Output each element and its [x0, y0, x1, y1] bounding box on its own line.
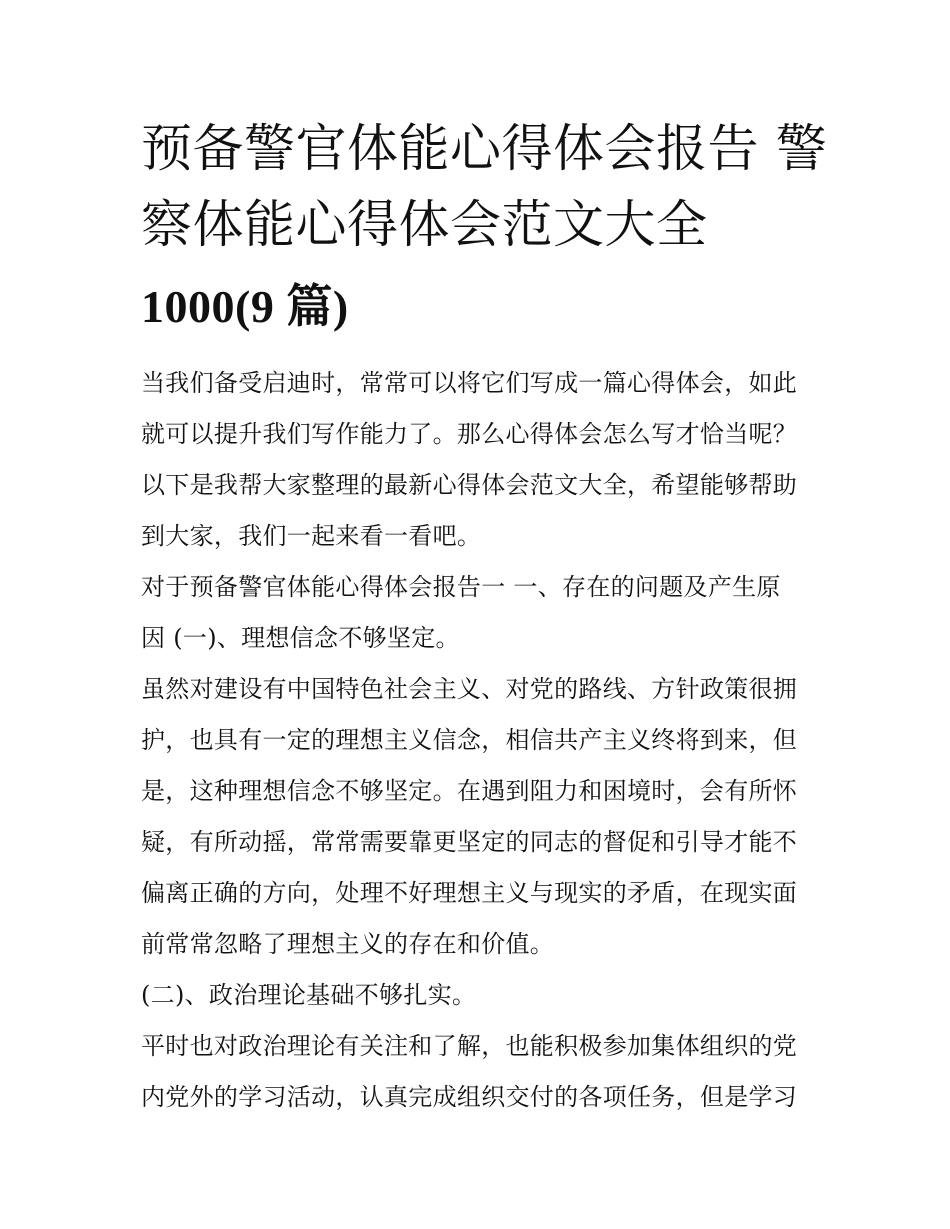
body-line: 到大家，我们一起来看一看吧。 [141, 522, 482, 550]
body-line: 就可以提升我们写作能力了。那么心得体会怎么写才恰当呢？ [141, 420, 798, 448]
body-line: 偏离正确的方向，处理不好理想主义与现实的矛盾，在现实面 [141, 879, 798, 907]
body-line: 是，这种理想信念不够坚定。在遇到阻力和困境时，会有所怀 [141, 777, 798, 805]
body-line: 内党外的学习活动，认真完成组织交付的各项任务，但是学习 [141, 1083, 798, 1111]
document-body [141, 358, 821, 1123]
body-line: 以下是我帮大家整理的最新心得体会范文大全，希望能够帮助 [141, 471, 798, 499]
title-line-1: 预备警官体能心得体会报告 警 [141, 120, 828, 179]
body-line: 平时也对政治理论有关注和了解，也能积极参加集体组织的党 [141, 1032, 798, 1060]
body-line: 因 (一)、理想信念不够坚定。 [141, 624, 460, 652]
body-line: 前常常忽略了理想主义的存在和价值。 [141, 930, 555, 958]
document-title [141, 112, 828, 342]
body-line: 护，也具有一定的理想主义信念，相信共产主义终将到来，但 [141, 726, 798, 754]
body-line: (二)、政治理论基础不够扎实。 [141, 981, 477, 1009]
body-line: 疑，有所动摇，常常需要靠更坚定的同志的督促和引导才能不 [141, 828, 798, 856]
body-line: 对于预备警官体能心得体会报告一 一、存在的问题及产生原 [141, 573, 781, 601]
title-line-2: 察体能心得体会范文大全 [141, 196, 708, 255]
document-content [141, 112, 828, 1123]
title-line-3: 1000(9 篇) [141, 281, 349, 332]
body-line: 当我们备受启迪时，常常可以将它们写成一篇心得体会，如此 [141, 369, 798, 397]
body-line: 虽然对建设有中国特色社会主义、对党的路线、方针政策很拥 [141, 675, 798, 703]
